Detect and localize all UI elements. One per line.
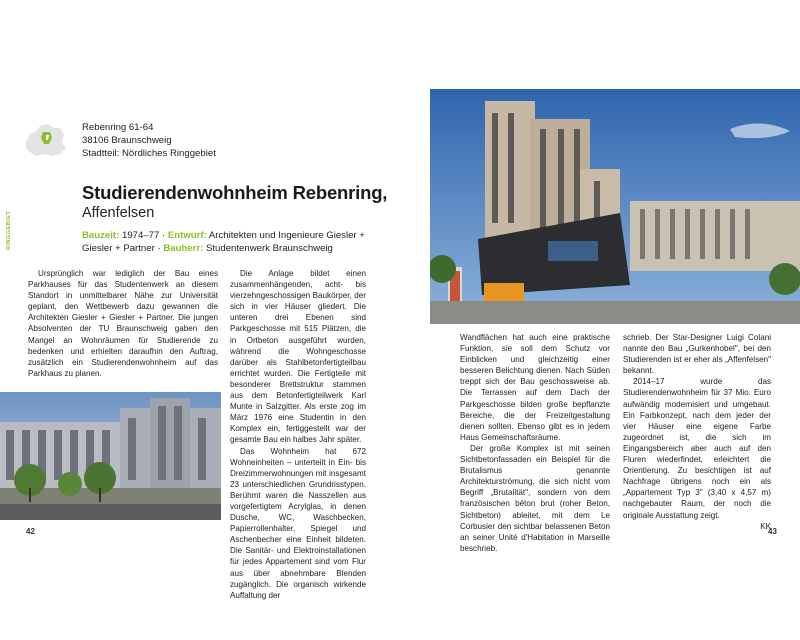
page-number-left: 42 [26, 527, 35, 536]
address-block [82, 121, 216, 160]
entwurf-label: Entwurf: [167, 230, 207, 241]
paragraph: Die Anlage bildet einen zusammenhängenden, acht- bis vierzehngeschossigen Baukörper, der sich in vier Häuser gliedert. Die unteren drei Ebenen sind Parkgeschosse mit 515 Plätzen, die in Ortbeton ausgeführt wurden, während die Wohngeschosse darüber als Stahlbetonfertigteilbau errichtet wurden. Die Fertigteile mit besonderer Brettstruktur stammen aus dem Betonfertigteilwerk Karl Munte in Salzgitter. Als erste zog im März 1976 eine Studentin in den Komplex ein, fertiggestellt war der gesamte Bau ein halbes Jahr später. [230, 269, 366, 445]
bauzeit-label: Bauzeit: [82, 230, 120, 241]
paragraph: Der große Komplex ist mit seinen Sichtbetonfassaden ein Beispiel für die Brutalismus genannte Architekturströmung, die sich nicht vom Begriff „Brutalität", sondern von dem französischen béton brut (roher Beton, Sichtbeton) ableitet, mit dem Le Corbusier den sichtbar belassenen Beton an seiner Unité d'Habitation in Marseille beschrieb. [460, 443, 610, 553]
bauzeit-value: 1974–77 · [119, 230, 168, 241]
paragraph: Das Wohnheim hat 672 Wohneinheiten – unterteilt in Ein- bis Dreizimmerwohnungen mit insgesamt 23 unterschiedlichen Grundrisstypen. Berühmt waren die Nasszellen aus vorgefertigtem Acrylglas, in denen Dusche, WC, Waschbecken, Papierrollenhalter, Spiegel und Aschenbecher eine Einheit bildeten. Die Sanitär- und Elektroinstallationen für jedes Appartement sind vom Flur aus über abnehmbare Blenden zugänglich. Die organisch wirkende Auffaltung der [230, 446, 366, 600]
city-map-icon [22, 120, 68, 160]
page-title: Studierendenwohnheim Rebenring, [82, 182, 388, 203]
entwurf-value: Architekten und Ingenieure Giesler + Giesler + Partner · [82, 230, 365, 254]
text-column-2 [230, 268, 366, 601]
address-street: Rebenring 61-64 [82, 122, 154, 133]
author-signature: KK [760, 521, 771, 531]
text-column-4 [623, 332, 771, 532]
building-photo-street-view [0, 392, 221, 520]
paragraph: Ursprünglich war lediglich der Bau eines Parkhauses für das Studentenwerk an diesem Standort in unmittelbarer Nähe zur Universität geplant, den Wettbewerb dazu gewannen die Architekten Giesler + Giesler + Partner. Die jungen Absolventen der TU Braunschweig gaben den Mangel an Wohnräumen für Studierende zu bedenken und erhielten daraufhin den Auftrag, zusätzlich ein Studierendenwohnheim auf das Parkhaus zu planen. [28, 269, 218, 378]
page-number-right: 43 [768, 527, 777, 536]
paragraph: schrieb. Der Star-Designer Luigi Colani nannte den Bau „Gurkenhobel", bei den Studierenden ist er eher als „Affenfelsen" bekannt. [623, 333, 771, 376]
text-column-1 [28, 268, 218, 379]
building-facts [82, 230, 382, 255]
bauherr-value: Studentenwerk Braunschweig [203, 242, 333, 254]
section-side-tab [6, 186, 16, 250]
section-side-tab-label: RINGGEBIET [6, 210, 12, 250]
address-city: 38106 Braunschweig [82, 135, 172, 146]
paragraph: Wandflächen hat auch eine praktische Funktion, sie soll dem Schutz vor Einblicken und gleichzeitig einer besseren Belichtung dienen. Nach Süden treppt sich der Bau geschossweise ab. Die Terrassen auf dem Dach der Parkgeschosse bilden große bepflanzte Bereiche, die der Freizeitgestaltung dienen sollten. Ebenso gibt es in jedem Haus Gemeinschaftsräume. [460, 333, 610, 442]
paragraph: 2014–17 wurde das Studierendenwohnheim für 37 Mio. Euro aufwändig modernisiert und umgebaut. Ein Farbkonzept, nach dem jeder der vier Häuser eine eigene Farbe zugeordnet ist, die sich im Eingangsbereich aber auch auf den Fluren wiederfindet, erleichtert die Orientierung. Zu besichtigen ist auf Nachfrage übrigens noch ein als „Appartement Typ 3" (3,40 x 4,57 m) nachgebauter Raum, der noch die originale Ausstattung zeigt. [623, 377, 771, 520]
address-district: Stadtteil: Nördliches Ringgebiet [82, 148, 216, 159]
page-subtitle: Affenfelsen [82, 205, 155, 221]
bauherr-label: Bauherr: [163, 242, 204, 254]
building-photo-tower-view [430, 89, 800, 324]
text-column-3 [460, 332, 610, 554]
